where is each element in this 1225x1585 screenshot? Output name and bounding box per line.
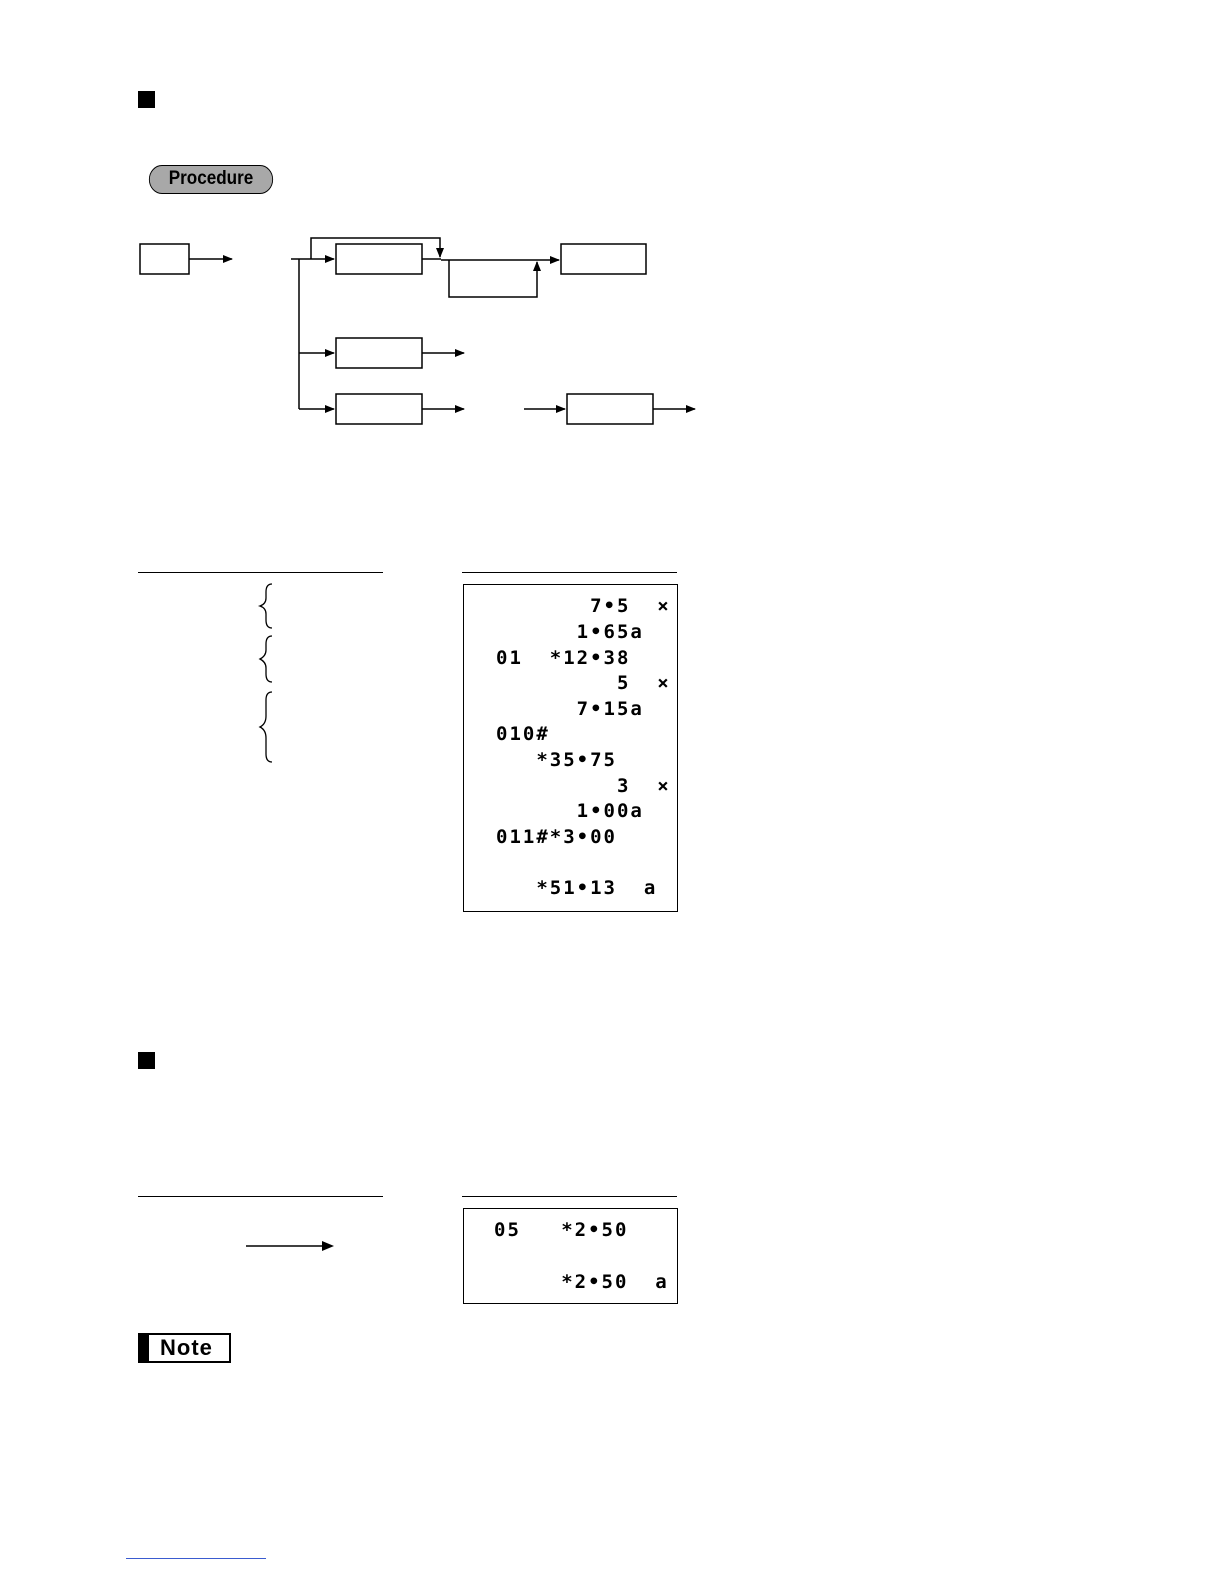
- print-rule: [462, 572, 677, 573]
- procedure-label: Procedure: [149, 165, 273, 194]
- receipt-line: 3 ×: [496, 775, 671, 797]
- receipt-line: *2•50 a: [494, 1271, 669, 1293]
- receipt-line: *35•75: [496, 749, 617, 771]
- flow-box-start: [140, 244, 189, 274]
- flow-bypass: [449, 260, 537, 297]
- receipt-line: 1•00a: [496, 800, 644, 822]
- brace-group: [256, 582, 280, 768]
- procedure-flow-diagram: [0, 0, 1225, 480]
- note-text: Note: [160, 1335, 213, 1360]
- receipt-line: 011#*3•00: [496, 826, 617, 848]
- key-operation-rule: [138, 1196, 383, 1197]
- receipt-line: *51•13 a: [496, 877, 658, 899]
- section-marker-square: [138, 1052, 155, 1069]
- flow-box-row2: [336, 338, 422, 368]
- receipt-print-1: [463, 584, 678, 912]
- note-bar: [140, 1335, 149, 1361]
- key-operation-rule: [138, 572, 383, 573]
- receipt-line: 01 *12•38: [496, 647, 631, 669]
- brace-1: [260, 584, 272, 628]
- receipt-line: 7•5 ×: [496, 595, 671, 617]
- receipt-line: 010#: [496, 723, 550, 745]
- receipt-line: 7•15a: [496, 698, 644, 720]
- brace-2: [260, 636, 272, 682]
- arrow-icon: [244, 1238, 336, 1254]
- receipt-print-2: [463, 1208, 678, 1304]
- print-rule: [462, 1196, 677, 1197]
- note-label: [138, 1333, 231, 1363]
- receipt-line: 1•65a: [496, 621, 644, 643]
- flow-box-row1-a: [336, 244, 422, 274]
- flow-box-row3-b: [567, 394, 653, 424]
- receipt-line: 5 ×: [496, 672, 671, 694]
- flow-box-row1-b: [561, 244, 646, 274]
- flow-box-row3-a: [336, 394, 422, 424]
- brace-3: [260, 692, 272, 762]
- bottom-rule: [126, 1558, 266, 1559]
- receipt-line: 05 *2•50: [494, 1219, 629, 1241]
